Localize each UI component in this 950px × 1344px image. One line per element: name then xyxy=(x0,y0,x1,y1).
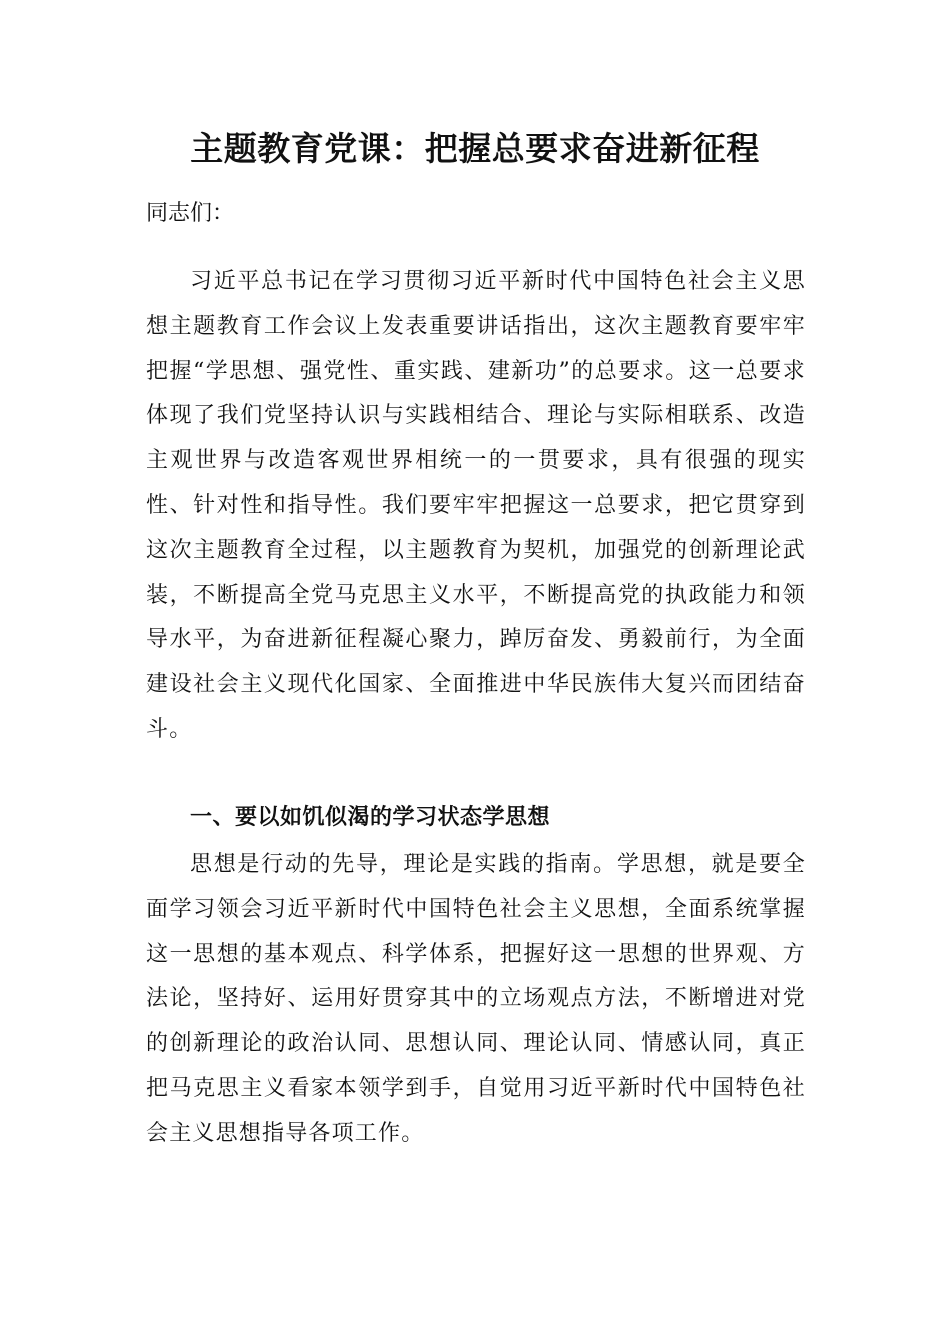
greeting: 同志们： xyxy=(146,201,235,226)
document-title: 主题教育党课：把握总要求奋进新征程 xyxy=(190,129,760,168)
section-heading: 一、要以如饥似渴的学习状态学思想 xyxy=(190,805,551,830)
body-paragraph: 思想是行动的先导，理论是实践的指南。学思想，就是要全面学习领会习近平新时代中国特色社会主义思想，全面系统掌握这一思想的基本观点、科学体系，把握好这一思想的世界观、方法论，坚持好、运用好贯穿其中的立场观点方法，不断增进对党的创新理论的政治认同、思想认同、理论认同、情感认同，真正把马克思主义看家本领学到手，自觉用习近平新时代中国特色社会主义思想指导各项工作。 xyxy=(146,852,806,1146)
body-paragraph: 习近平总书记在学习贯彻习近平新时代中国特色社会主义思想主题教育工作会议上发表重要讲话指出，这次主题教育要牢牢把握“学思想、强党性、重实践、建新功”的总要求。这一总要求体现了我们党坚持认识与实践相结合、理论与实际相联系、改造主观世界与改造客观世界相统一的一贯要求，具有很强的现实性、针对性和指导性。我们要牢牢把握这一总要求，把它贯穿到这次主题教育全过程，以主题教育为契机，加强党的创新理论武装，不断提高全党马克思主义水平，不断提高党的执政能力和领导水平，为奋进新征程凝心聚力，踔厉奋发、勇毅前行，为全面建设社会主义现代化国家、全面推进中华民族伟大复兴而团结奋斗。 xyxy=(146,269,806,742)
